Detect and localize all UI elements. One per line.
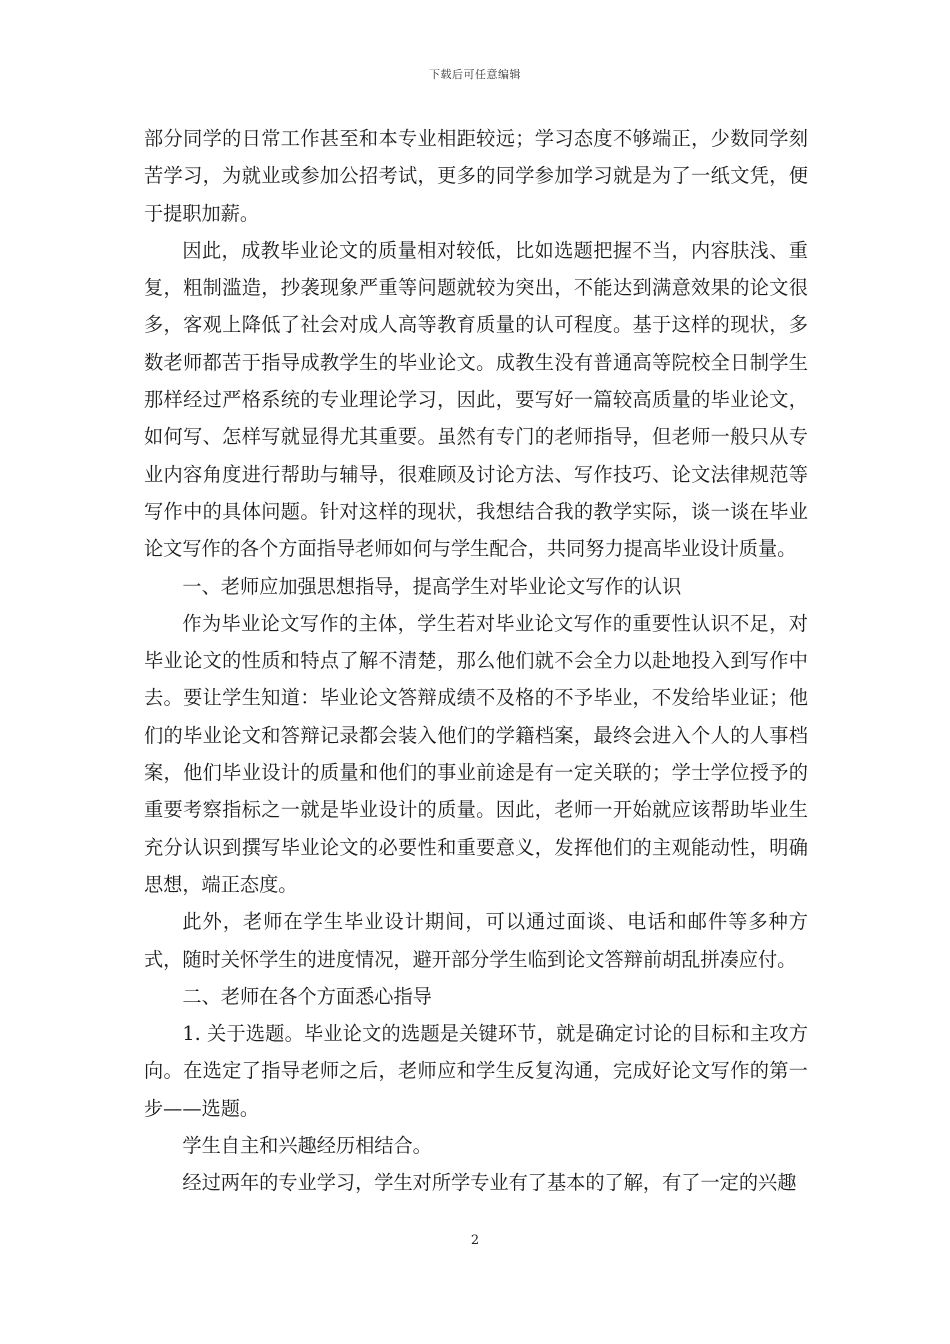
paragraph-3: 作为毕业论文写作的主体，学生若对毕业论文写作的重要性认识不足，对毕业论文的性质和特点了解不清楚，那么他们就不会全力以赴地投入到写作中去。要让学生知道：毕业论文答辩成绩不及格的不予毕业，不发给毕业证；他们的毕业论文和答辩记录都会装入他们的学籍档案，最终会进入个人的人事档案，他们毕业设计的质量和他们的事业前途是有一定关联的；学士学位授予的重要考察指标之一就是毕业设计的质量。因此，老师一开始就应该帮助毕业生充分认识到撰写毕业论文的必要性和重要意义，发挥他们的主观能动性，明确思想，端正态度。 [144, 611, 808, 896]
paragraph-7: 经过两年的专业学习，学生对所学专业有了基本的了解，有了一定的兴趣 [182, 1171, 797, 1195]
paragraph-4: 此外，老师在学生毕业设计期间，可以通过面谈、电话和邮件等多种方式，随时关怀学生的进度情况，避开部分学生临到论文答辩前胡乱拼凑应付。 [144, 910, 808, 971]
page-header: 下载后可任意编辑 [429, 68, 521, 81]
page-number: 2 [470, 1233, 480, 1248]
paragraph-2: 因此，成教毕业论文的质量相对较低，比如选题把握不当，内容肤浅、重复，粗制滥造，抄袭现象严重等问题就较为突出，不能达到满意效果的论文很多，客观上降低了社会对成人高等教育质量的认可程度。基于这样的现状，多数老师都苦于指导成教学生的毕业论文。成教生没有普通高等院校全日制学生那样经过严格系统的专业理论学习，因此，要写好一篇较高质量的毕业论文，如何写、怎样写就显得尤其重要。虽然有专门的老师指导，但老师一般只从专业内容角度进行帮助与辅导，很难顾及讨论方法、写作技巧、论文法律规范等写作中的具体问题。针对这样的现状，我想结合我的教学实际，谈一谈在毕业论文写作的各个方面指导老师如何与学生配合，共同努力提高毕业设计质量。 [144, 238, 808, 561]
section-heading-1: 一、老师应加强思想指导，提高学生对毕业论文写作的认识 [182, 574, 682, 598]
paragraph-1: 部分同学的日常工作甚至和本专业相距较远；学习态度不够端正，少数同学刻苦学习，为就业或参加公招考试，更多的同学参加学习就是为了一纸文凭，便于提职加薪。 [144, 127, 808, 225]
document-body [144, 120, 808, 1202]
paragraph-5: 1. 关于选题。毕业论文的选题是关键环节，就是确定讨论的目标和主攻方向。在选定了指导老师之后，老师应和学生反复沟通，完成好论文写作的第一步——选题。 [144, 1022, 808, 1120]
paragraph-6: 学生自主和兴趣经历相结合。 [182, 1134, 432, 1158]
section-heading-2: 二、老师在各个方面悉心指导 [182, 984, 432, 1008]
